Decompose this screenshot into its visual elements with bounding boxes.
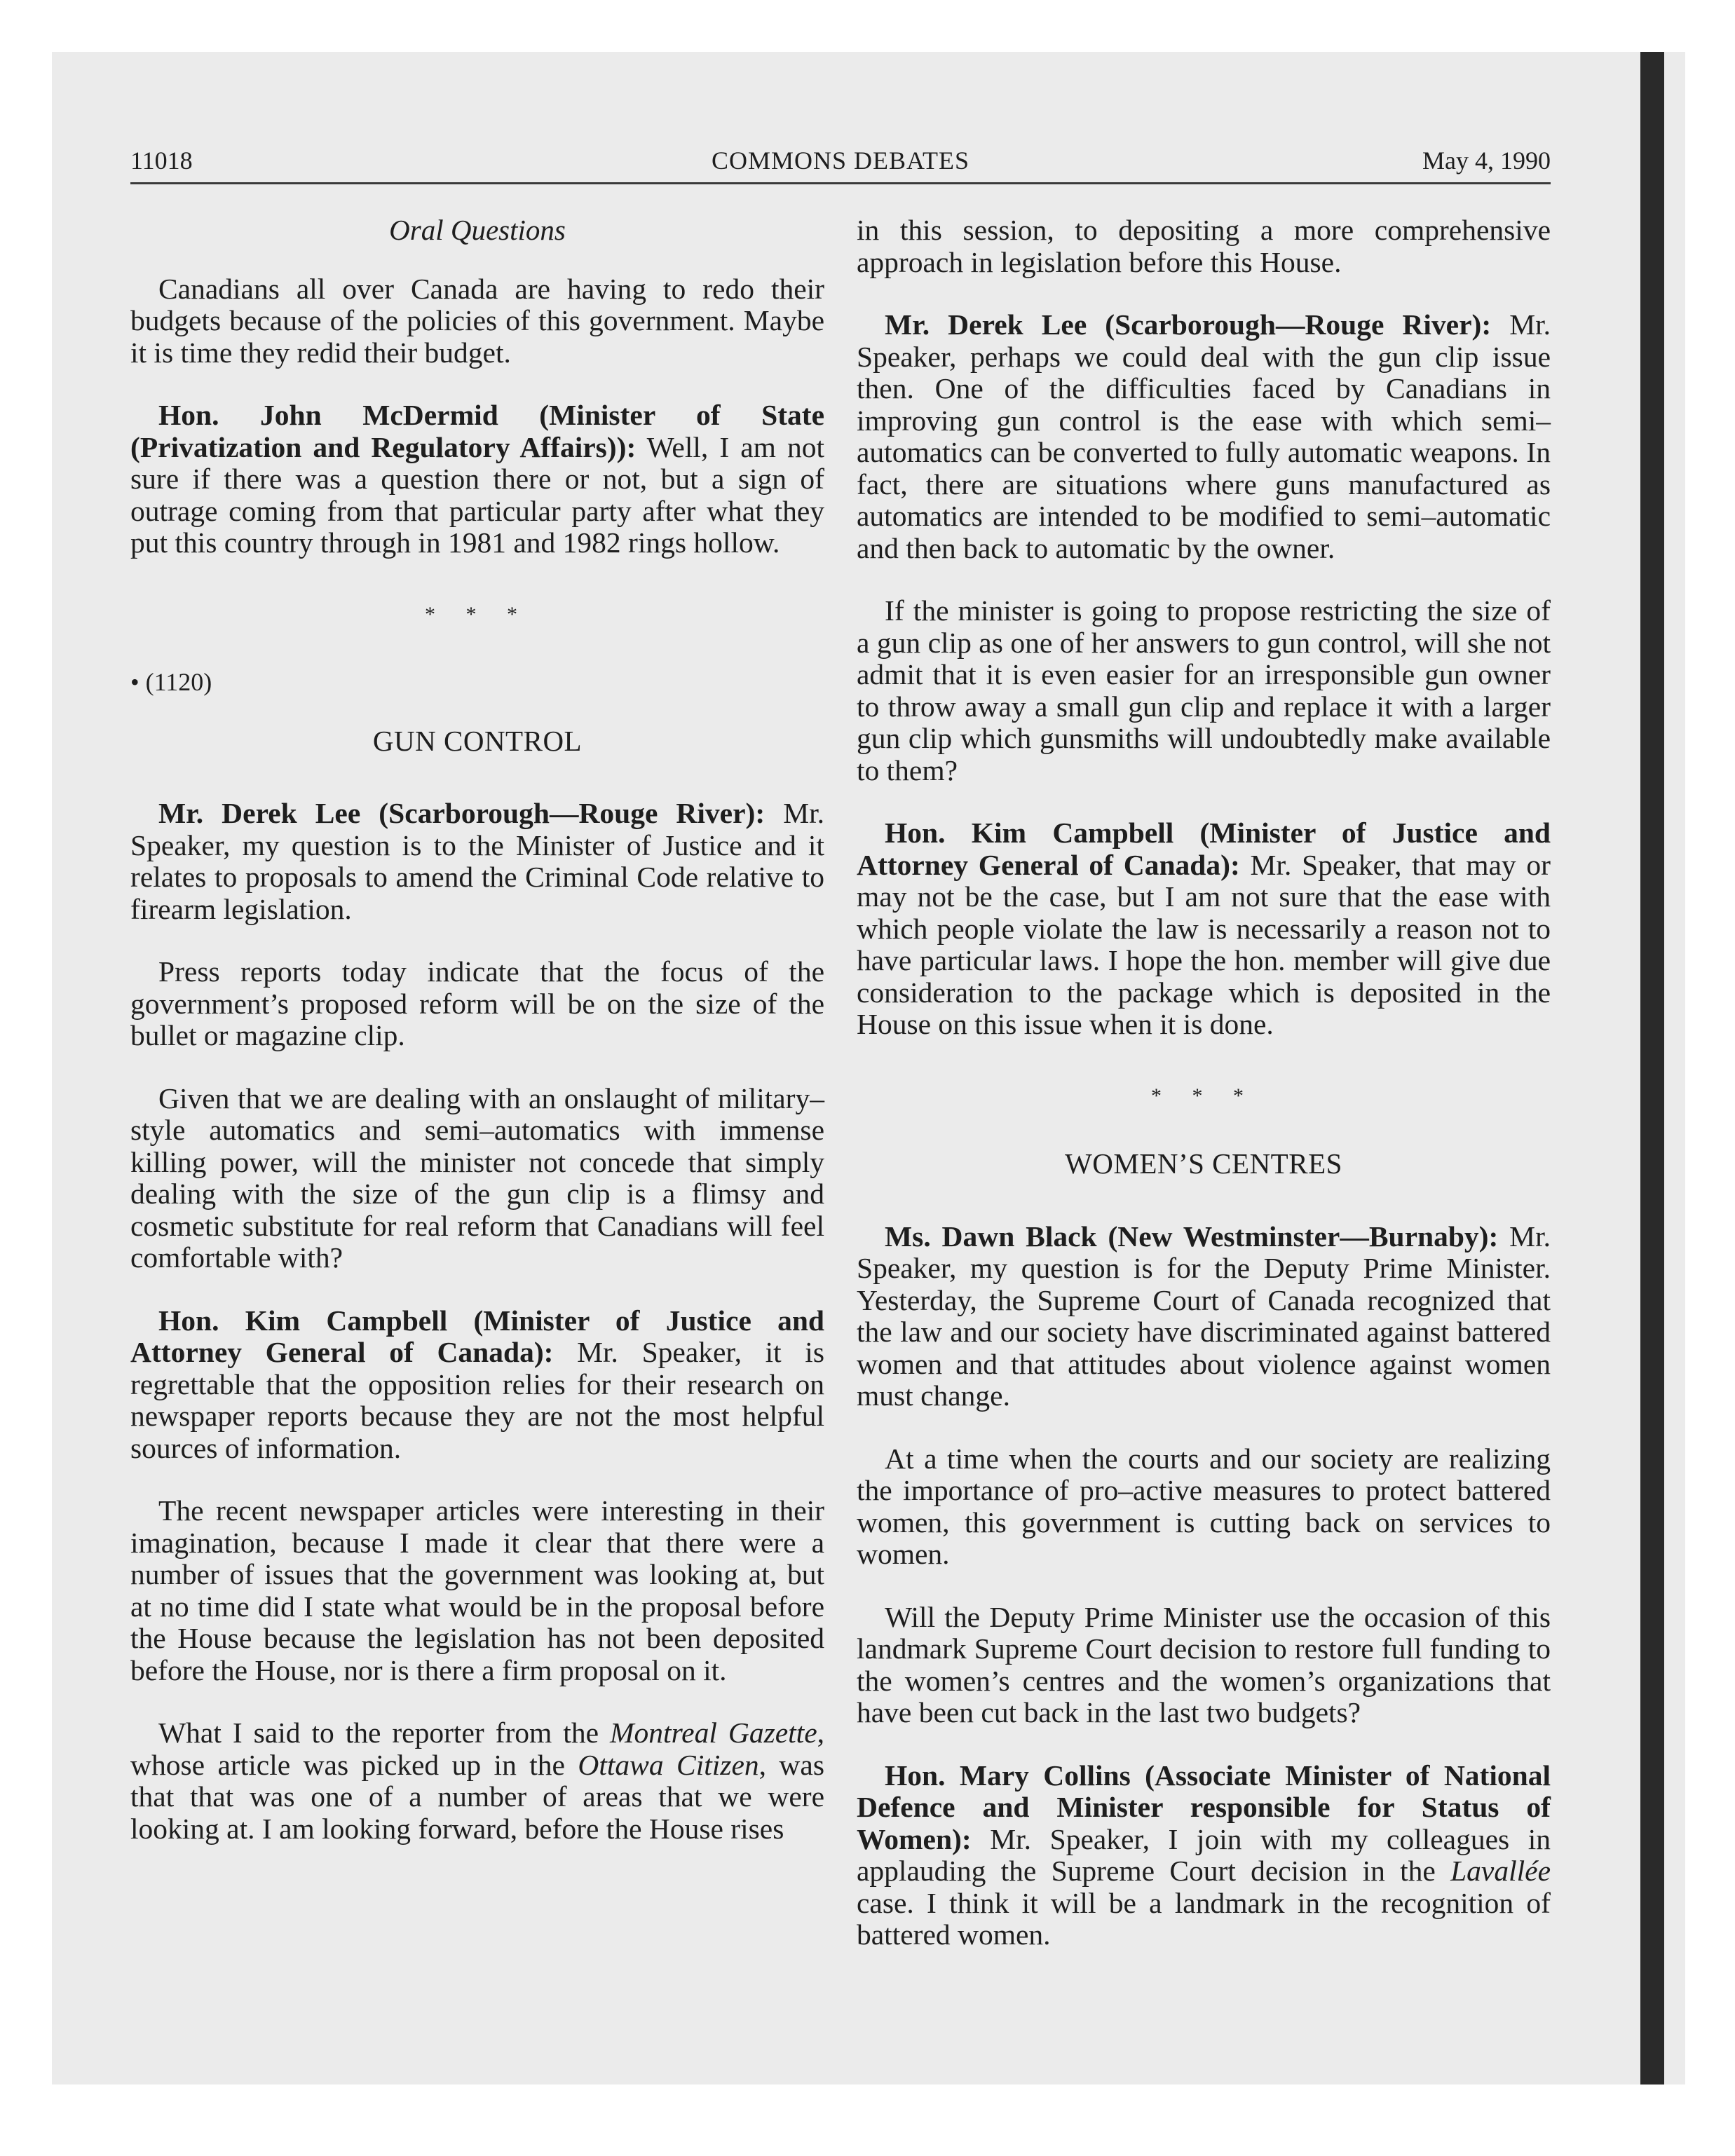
time-marker: • (1120) — [130, 668, 212, 696]
case-name: Lavallée — [1450, 1855, 1551, 1887]
speaker-name: Mr. Derek Lee (Scarborough—Rouge River): — [885, 308, 1492, 341]
newspaper-name: Montreal Gazette — [609, 1717, 817, 1749]
paragraph: Hon. Kim Campbell (Minister of Justice and Attorney General of Canada): Mr. Speaker, that may or may not be the case, but I am not sure that the ease with which people violate the law is necessarily a reason not to have particular laws. I hope the hon. member will give due consideration to the package which is deposited in the House on this issue when it is done. — [857, 817, 1551, 1040]
section-separator: * * * — [425, 602, 530, 626]
paragraph: What I said to the reporter from the Montreal Gazette, whose article was picked up in the Ottawa Citizen, was that that was one of a number of areas that we were looking at. I am looking forward, before the House rises — [130, 1717, 824, 1845]
left-column — [130, 214, 824, 1876]
section-heading: WOMEN’S CENTRES — [1065, 1147, 1342, 1180]
section-label: Oral Questions — [389, 214, 566, 246]
paragraph: Ms. Dawn Black (New Westminster—Burnaby): Mr. Speaker, my question is for the Deputy Prime Minister. Yesterday, the Supreme Court of Canada recognized that the law and our society have discriminated against battered women and that attitudes about violence against women must change. — [857, 1220, 1551, 1412]
paragraph: Hon. John McDermid (Minister of State (Privatization and Regulatory Affairs)): Well, I am not sure if there was a question there or not, but a sign of outrage coming from that particular party after what they put this country through in 1981 and 1982 rings hollow. — [130, 399, 824, 559]
page-date: May 4, 1990 — [1422, 146, 1551, 175]
paragraph: Canadians all over Canada are having to redo their budgets because of the policies of this government. Maybe it is time they redid their budget. — [130, 272, 824, 369]
paragraph: Press reports today indicate that the focus of the government’s proposed reform will be on the size of the bullet or magazine clip. — [130, 955, 824, 1051]
scan-edge-shadow — [1640, 52, 1664, 2085]
section-heading: GUN CONTROL — [372, 724, 583, 757]
speaker-name: Hon. John McDermid (Minister of State (Privatization and Regulatory Affairs)): — [130, 399, 824, 463]
paragraph: Given that we are dealing with an onslaught of military–style automatics and semi–automatics with immense killing power, will the minister not concede that simply dealing with the size of the gun clip is a flimsy and cosmetic substitute for real reform that Canadians will feel comfortable with? — [130, 1082, 824, 1274]
speaker-name: Hon. Kim Campbell (Minister of Justice and Attorney General of Canada): — [857, 817, 1551, 881]
right-column — [857, 214, 1551, 1982]
page-number: 11018 — [130, 146, 193, 175]
paragraph: Hon. Mary Collins (Associate Minister of National Defence and Minister responsible for Status of Women): Mr. Speaker, I join with my colleagues in applauding the Supreme Court decision in the Lavallée case. I think it will be a landmark in the recognition of battered women. — [857, 1759, 1551, 1951]
newspaper-name: Ottawa Citizen — [578, 1748, 759, 1781]
speaker-name: Hon. Kim Campbell (Minister of Justice and Attorney General of Canada): — [130, 1304, 824, 1368]
paragraph: If the minister is going to propose restricting the size of a gun clip as one of her answers to gun control, will she not admit that it is even easier for an irresponsible gun owner to throw away a small gun clip and replace it with a larger gun clip which gunsmiths will undoubtedly make available to them? — [857, 594, 1551, 786]
paragraph: Mr. Derek Lee (Scarborough—Rouge River): Mr. Speaker, my question is to the Minister of Justice and it relates to proposals to amend the Criminal Code relative to firearm legislation. — [130, 797, 824, 925]
speaker-name: Mr. Derek Lee (Scarborough—Rouge River): — [158, 797, 766, 829]
publication-title: COMMONS DEBATES — [711, 146, 970, 175]
section-separator: * * * — [1151, 1084, 1256, 1107]
paragraph: The recent newspaper articles were interesting in their imagination, because I made it clear that there were a number of issues that the government was looking at, but at no time did I state what would be in the proposal before the House because the legislation has not been deposited before the House, nor is there a firm proposal on it. — [130, 1494, 824, 1686]
paragraph: Will the Deputy Prime Minister use the occasion of this landmark Supreme Court decision to restore full funding to the women’s centres and the women’s organizations that have been cut back in the last two budgets? — [857, 1600, 1551, 1728]
paragraph: At a time when the courts and our society are realizing the importance of pro–active measures to protect battered women, this government is cutting back on services to women. — [857, 1442, 1551, 1570]
paragraph: Hon. Kim Campbell (Minister of Justice and Attorney General of Canada): Mr. Speaker, it is regrettable that the opposition relies for their research on newspaper reports because they are not the most helpful sources of information. — [130, 1304, 824, 1464]
speaker-name: Ms. Dawn Black (New Westminster—Burnaby): — [885, 1220, 1499, 1253]
paragraph-continued: in this session, to depositing a more comprehensive approach in legislation before this House. — [857, 214, 1551, 278]
paragraph: Mr. Derek Lee (Scarborough—Rouge River): Mr. Speaker, perhaps we could deal with the gun clip issue then. One of the difficulties faced by Canadians in improving gun control is the ease with which semi–automatics can be converted to fully automatic weapons. In fact, there are situations where guns manufactured as automatics are intended to be modified to semi–automatic and then back to automatic by the owner. — [857, 308, 1551, 564]
speaker-name: Hon. Mary Collins (Associate Minister of National Defence and Minister responsible for Status of Women): — [857, 1759, 1551, 1855]
page-header — [130, 143, 1551, 184]
